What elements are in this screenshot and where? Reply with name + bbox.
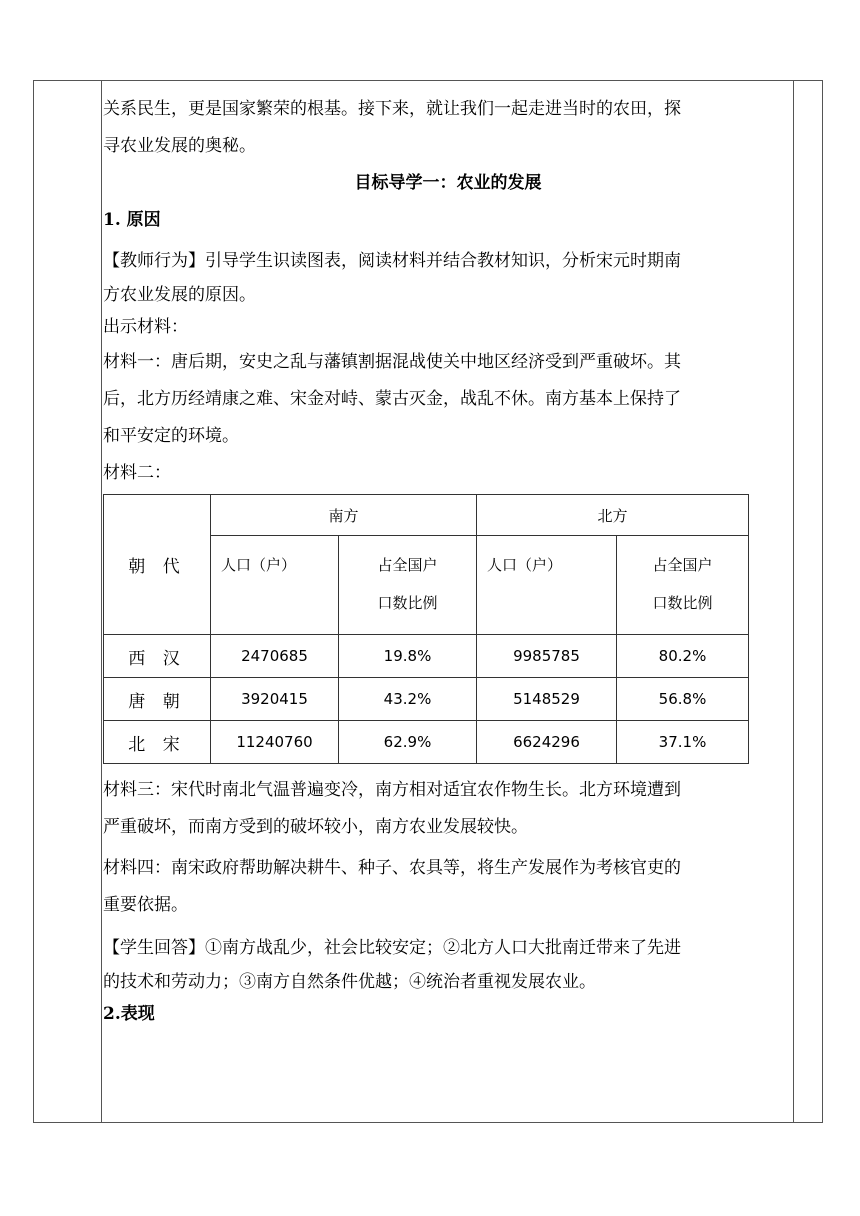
north-ratio-cell: 80.2% [617,635,749,678]
south-ratio-cell: 19.8% [339,635,477,678]
dynasty-header: 朝 代 [104,495,211,635]
south-pop-cell: 2470685 [211,635,339,678]
south-ratio-header: 占全国户 口数比例 [339,536,477,635]
teacher-line-2: 方农业发展的原因。 [103,285,256,305]
south-ratio-cell: 43.2% [339,678,477,721]
table-row [104,721,749,764]
dynasty-cell: 北 宋 [104,721,211,764]
subheading-reasons: 1. 原因 [103,210,161,230]
student-line-1: 【学生回答】①南方战乱少，社会比较安定；②北方人口大批南迁带来了先进 [103,938,681,958]
column-divider-right [793,80,794,1123]
student-line-2: 的技术和劳动力；③南方自然条件优越；④统治者重视发展农业。 [103,972,596,992]
table-row [104,635,749,678]
south-header: 南方 [211,495,477,536]
material-1-line-3: 和平安定的环境。 [103,426,239,446]
intro-line-2: 寻农业发展的奥秘。 [103,136,256,156]
material-4-line-1: 材料四：南宋政府帮助解决耕牛、种子、农具等，将生产发展作为考核官吏的 [103,858,681,878]
north-pop-header: 人口（户） [477,536,617,635]
dynasty-cell: 唐 朝 [104,678,211,721]
south-pop-header: 人口（户） [211,536,339,635]
subheading-manifestation: 2.表现 [103,1004,155,1024]
dynasty-cell: 西 汉 [104,635,211,678]
material-1-line-2: 后，北方历经靖康之难、宋金对峙、蒙古灭金，战乱不休。南方基本上保持了 [103,389,681,409]
south-pop-cell: 3920415 [211,678,339,721]
table-row [104,678,749,721]
south-ratio-cell: 62.9% [339,721,477,764]
north-ratio-cell: 56.8% [617,678,749,721]
north-pop-cell: 5148529 [477,678,617,721]
teacher-line-1: 【教师行为】引导学生识读图表，阅读材料并结合教材知识，分析宋元时期南 [103,251,681,271]
north-ratio-header: 占全国户 口数比例 [617,536,749,635]
material-3-line-1: 材料三：宋代时南北气温普遍变冷，南方相对适宜农作物生长。北方环境遭到 [103,780,681,800]
column-divider-left [101,80,102,1123]
north-pop-cell: 9985785 [477,635,617,678]
lesson-content [103,80,793,1031]
material-2-label: 材料二： [103,463,171,483]
section-title: 目标导学一：农业的发展 [354,173,542,193]
material-4-line-2: 重要依据。 [103,895,188,915]
south-pop-cell: 11240760 [211,721,339,764]
north-pop-cell: 6624296 [477,721,617,764]
show-material-label: 出示材料： [103,317,188,337]
north-header: 北方 [477,495,749,536]
north-ratio-cell: 37.1% [617,721,749,764]
material-3-line-2: 严重破坏，而南方受到的破坏较小，南方农业发展较快。 [103,817,528,837]
intro-line-1: 关系民生，更是国家繁荣的根基。接下来，就让我们一起走进当时的农田，探 [103,99,681,119]
population-table [103,494,749,764]
material-1-line-1: 材料一：唐后期，安史之乱与藩镇割据混战使关中地区经济受到严重破坏。其 [103,352,681,372]
